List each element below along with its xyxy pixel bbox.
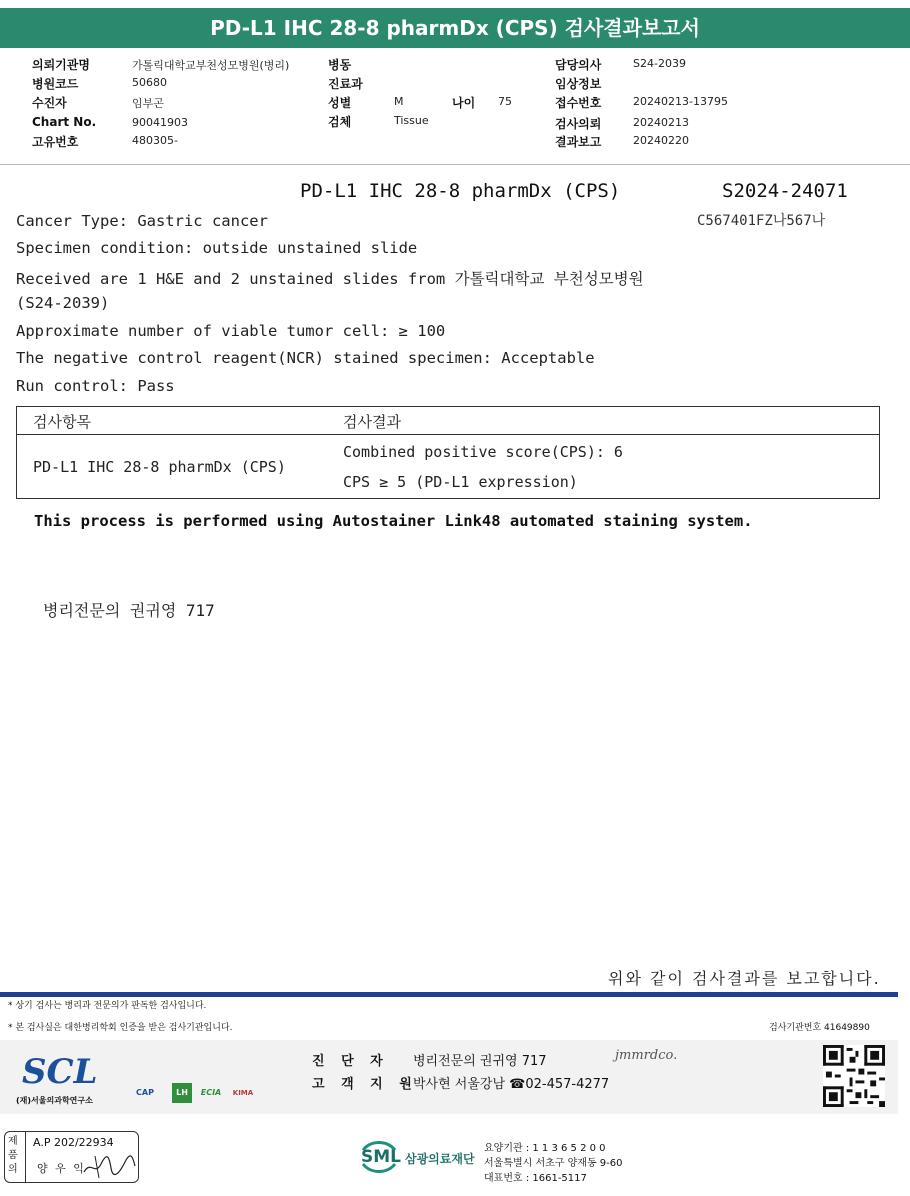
scl-institute-name: (재)서울의과학연구소 [16, 1096, 93, 1105]
report-code: C567401FZ나567나 [697, 213, 826, 229]
sex-value: M [394, 95, 404, 108]
approver-name: 양 우 익 [37, 1162, 86, 1175]
result-date-value: 20240220 [633, 134, 689, 147]
chart-no-label: Chart No. [32, 115, 97, 129]
received-slides-line: Received are 1 H&E and 2 unstained slides from 가톨릭대학교 부천성모병원 [16, 270, 644, 288]
age-label: 나이 [452, 96, 476, 110]
approval-box [4, 1131, 139, 1183]
institution-value: 가톨릭대학교부천성모병원(병리) [132, 59, 290, 72]
diagnosis-label: 진 단 자 [312, 1054, 389, 1069]
ap-number: A.P 202/22934 [33, 1136, 114, 1149]
result-date-label: 결과보고 [555, 135, 602, 149]
table-header-divider [17, 434, 879, 435]
support-label: 고 객 지 원 [312, 1077, 418, 1092]
negative-control-line: The negative control reagent(NCR) stained specimen: Acceptable [16, 349, 595, 367]
request-date-value: 20240213 [633, 116, 689, 129]
specimen-label: 검체 [328, 115, 352, 129]
table-cell-item: PD-L1 IHC 28-8 pharmDx (CPS) [33, 458, 286, 476]
hospital-code-label: 병원코드 [32, 77, 79, 91]
cap-badge: CAP [136, 1088, 154, 1097]
specimen-condition-line: Specimen condition: outside unstained slide [16, 239, 418, 257]
specimen-value: Tissue [394, 114, 429, 127]
sml-foundation-name: 삼광의료재단 [405, 1152, 475, 1166]
receipt-no-label: 접수번호 [555, 96, 602, 110]
age-value: 75 [498, 95, 512, 108]
receipt-no-value: 20240213-13795 [633, 95, 728, 108]
sml-address: 서울특별시 서초구 양재동 9-60 [484, 1158, 623, 1169]
pathologist-signature: 병리전문의 권귀영 717 [43, 601, 215, 620]
hospital-code-value: 50680 [132, 76, 167, 89]
unique-no-label: 고유번호 [32, 135, 79, 149]
footer-divider [0, 992, 898, 997]
table-header-result: 검사결과 [343, 413, 401, 431]
patient-label: 수진자 [32, 96, 67, 110]
chart-no-value: 90041903 [132, 116, 188, 129]
institution-label: 의뢰기관명 [32, 58, 90, 72]
qr-code-icon [823, 1045, 885, 1107]
result-table [16, 406, 880, 499]
institution-code-line: 요양기관 : 1 1 3 6 5 2 0 0 [484, 1143, 606, 1154]
ward-label: 병동 [328, 58, 352, 72]
ecia-badge: ECIA [200, 1088, 222, 1097]
clinical-info-label: 임상정보 [555, 77, 602, 91]
lh-badge: LH [172, 1083, 192, 1103]
sml-wordmark: SML [361, 1147, 401, 1167]
support-value: 박사현 서울강남 ☎02-457-4277 [413, 1077, 610, 1092]
report-id: S2024-24071 [722, 180, 848, 202]
footer-note-1: * 상기 검사는 병리과 전문의가 판독한 검사입니다. [8, 1001, 207, 1011]
sml-phone: 대표번호 : 1661-5117 [484, 1173, 587, 1184]
run-control-line: Run control: Pass [16, 377, 175, 395]
footer-note-2: * 본 검사실은 대한병리학회 인증을 받은 검사기관입니다. [8, 1023, 233, 1033]
handwritten-signature-icon [81, 1152, 137, 1180]
report-closing-phrase: 위와 같이 검사결과를 보고합니다. [608, 969, 881, 988]
request-date-label: 검사의뢰 [555, 117, 602, 131]
patient-value: 임부곤 [132, 97, 164, 110]
unique-no-value: 480305- [132, 134, 178, 147]
lab-number: 검사기관번호 41649890 [769, 1023, 870, 1033]
kima-badge: KIMA [232, 1089, 254, 1097]
header-divider [0, 164, 910, 165]
doctor-label: 담당의사 [555, 58, 602, 72]
process-note: This process is performed using Autostainer Link48 automated staining system. [34, 512, 753, 530]
dept-label: 진료과 [328, 77, 363, 91]
doctor-value: S24-2039 [633, 57, 686, 70]
approval-box-label: 제품의 [8, 1136, 18, 1175]
viable-tumor-line: Approximate number of viable tumor cell: ≥ 100 [16, 322, 446, 340]
diagnosis-value: 병리전문의 권귀영 717 [413, 1054, 547, 1069]
received-slides-ref-line: (S24-2039) [16, 294, 110, 312]
report-main-title: PD-L1 IHC 28-8 pharmDx (CPS) 검사결과보고서 [210, 16, 700, 40]
sex-label: 성별 [328, 96, 352, 110]
table-cell-cps-score: Combined positive score(CPS): 6 [343, 443, 623, 461]
title-bar [0, 8, 910, 48]
report-test-title: PD-L1 IHC 28-8 pharmDx (CPS) [300, 180, 621, 202]
table-header-item: 검사항목 [33, 413, 91, 431]
table-cell-cps-expression: CPS ≥ 5 (PD-L1 expression) [343, 473, 578, 491]
signature-mark: jmmrdco. [615, 1048, 678, 1063]
cancer-type-line: Cancer Type: Gastric cancer [16, 212, 268, 230]
scl-logo: SCL [22, 1052, 98, 1092]
